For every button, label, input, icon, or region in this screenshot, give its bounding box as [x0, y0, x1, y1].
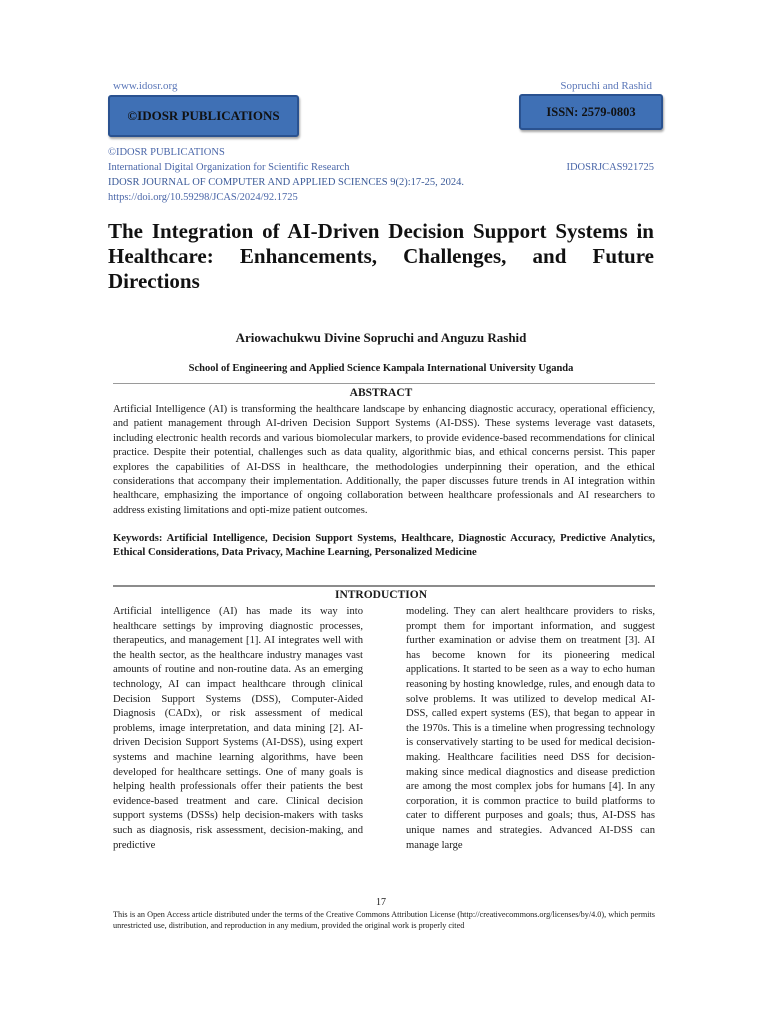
- page-number: 17: [376, 897, 386, 908]
- running-authors: Sopruchi and Rashid: [560, 80, 652, 92]
- doi-link[interactable]: https://doi.org/10.59298/JCAS/2024/92.1725: [108, 192, 298, 203]
- affiliation: School of Engineering and Applied Science Kampala International University Uganda: [188, 363, 574, 374]
- copyright-line: ©IDOSR PUBLICATIONS: [108, 147, 225, 158]
- paper-title: The Integration of AI-Driven Decision Support Systems in Healthcare: Enhancements, Challenges, and Future Directions: [108, 219, 654, 293]
- journal-line: IDOSR JOURNAL OF COMPUTER AND APPLIED SCIENCES 9(2):17-25, 2024.: [108, 177, 465, 188]
- organization-line: International Digital Organization for Scientific Research: [108, 162, 350, 173]
- abstract-heading: ABSTRACT: [349, 387, 413, 399]
- publisher-badge: [108, 95, 299, 137]
- article-code: IDOSRJCAS921725: [566, 162, 654, 173]
- website-link[interactable]: www.idosr.org: [113, 80, 178, 92]
- publisher-badge-label: ©IDOSR PUBLICATIONS: [127, 108, 280, 123]
- introduction-right-column: modeling. They can alert healthcare providers to risks, prompt them for important information, and suggest further examination or advise them on treatment [3]. AI has become known for its pioneering medical applications. It started to be seen as a way to echo human reasoning by hosting knowledge, rules, and enough data to solve problems. It was utilized to develop medical AI-DSS, called expert systems (ES), that began to appear in the 1970s. This is a timeline when progressing technology is conservatively starting to be used for medical decision-making. Healthcare facilities need DSS for decision-making since medical diagnostics and disease prediction are among the most complex jobs for humans [4]. In any corporation, it is common practice to build platforms to cater to different purposes and goals; thus, AI-DSS has unique names and strategies. Advanced AI-DSS can manage large: [406, 606, 655, 851]
- license-footer: This is an Open Access article distributed under the terms of the Creative Commons Attribution License (http://creativecommons.org/licenses/by/4.0), which permits unrestricted use, distribution, and reproduction in any medium, provided the original work is properly cited: [113, 910, 655, 930]
- abstract-text: Artificial Intelligence (AI) is transforming the healthcare landscape by enhancing diagnostic accuracy, operational efficiency, and patient management through AI-driven Decision Support Systems (AI-DSS). These systems leverage vast datasets, including electronic health records and various biomolecular markers, to provide evidence-based recommendations for clinical practice. Despite their potential, challenges such as data quality, algorithmic bias, and ethical concerns persist. This paper explores the capabilities of AI-DSS in healthcare, the methodologies underpinning their operation, and the ethical considerations that accompany their implementation. Additionally, the paper discusses future trends in AI integration within healthcare, emphasizing the importance of ongoing collaboration between healthcare professionals and AI researchers to address existing limitations and opti-mize patient outcomes.: [113, 404, 655, 516]
- keywords: Keywords: Artificial Intelligence, Decision Support Systems, Healthcare, Diagnostic Accuracy, Predictive Analytics, Ethical Considerations, Data Privacy, Machine Learning, Personalized Medicine: [113, 533, 655, 559]
- introduction-left-column: Artificial intelligence (AI) has made its way into healthcare settings by improving diagnostic processes, therapeutics, and management [1]. AI integrates well with the health sector, as the healthcare industry manages vast amounts of routine and non-routine data. As an emerging technology, AI can impact healthcare through clinical Decision Support Systems (DSS), Computer-Aided Diagnosis (CADx), or risk assessment of medical problems, image interpretation, and data mining [2]. AI-driven Decision Support Systems (AI-DSS), using expert systems and machine learning algorithms, have been developed for healthcare settings. One of many goals is helping health professionals offer their patients the best evidence-based treatment and care. Clinical decision support systems (DSSs) help decision-makers with tasks such as diagnosis, risk assessment, decision-making, and predictive: [113, 606, 363, 851]
- abstract-top-rule: [113, 383, 655, 384]
- issn-badge: [519, 94, 663, 130]
- section-rule: [113, 585, 655, 587]
- issn-badge-label: ISSN: 2579-0803: [546, 104, 636, 119]
- authors: Ariowachukwu Divine Sopruchi and Anguzu Rashid: [235, 330, 527, 345]
- introduction-heading: INTRODUCTION: [334, 589, 427, 601]
